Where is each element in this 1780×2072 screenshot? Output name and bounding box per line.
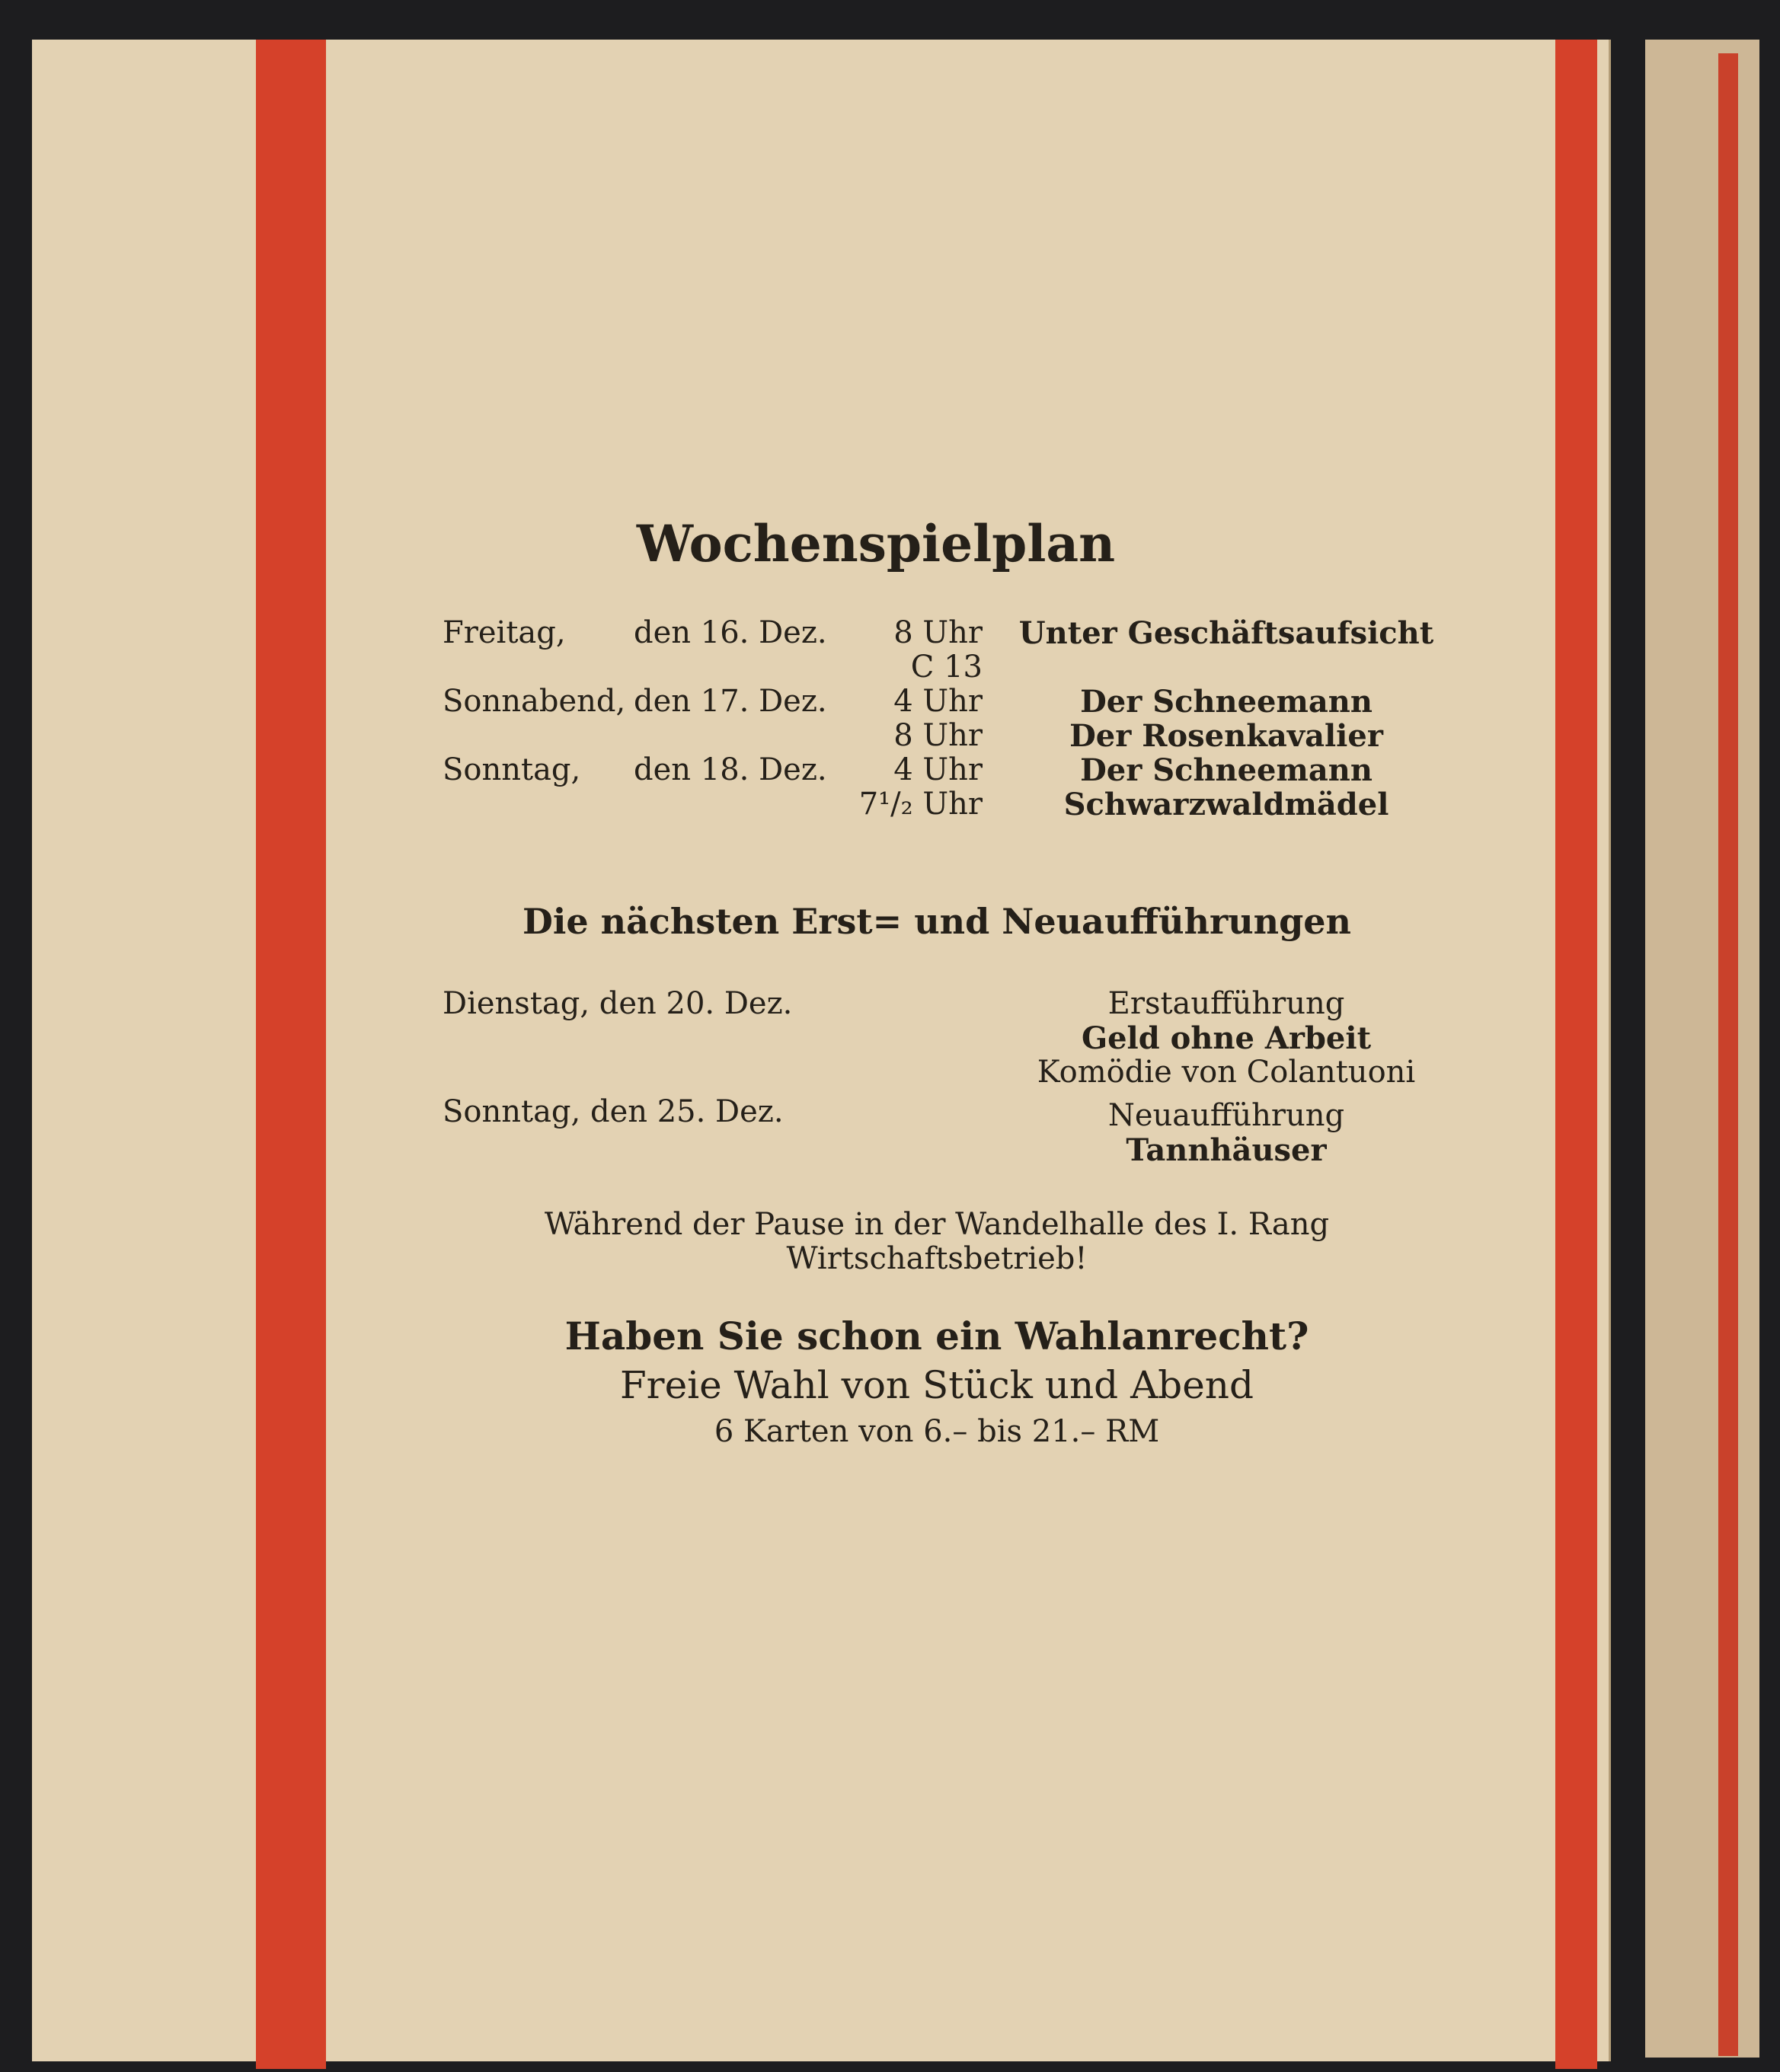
notice-line-2: Wirtschaftsbetrieb! [786,1241,1088,1276]
schedule-date: den 16. Dez. [634,615,827,650]
page-title: Wochenspielplan [636,514,1116,573]
schedule-play: Der Rosenkavalier [1069,718,1383,754]
schedule-time: 4 Uhr [893,684,983,719]
schedule-time: 7¹/₂ Uhr [858,787,983,822]
promo-prices: 6 Karten von 6.– bis 21.– RM [714,1414,1160,1449]
premieres-heading: Die nächsten Erst= und Neuaufführungen [522,901,1351,942]
premiere-date: Dienstag, den 20. Dez. [443,986,793,1021]
schedule-day: Freitag, [443,615,566,650]
notice-line-1: Während der Pause in der Wandelhalle des I. Rang [544,1207,1330,1242]
schedule-day: Sonntag, [443,752,581,787]
schedule-play: Unter Geschäftsaufsicht [1018,615,1434,651]
promo-headline: Haben Sie schon ein Wahlanrecht? [564,1314,1309,1358]
premiere-title: Tannhäuser [1126,1132,1327,1168]
schedule-date: den 17. Dez. [634,684,827,719]
premiere-title: Geld ohne Arbeit [1081,1020,1372,1056]
schedule-play: Schwarzwaldmädel [1063,787,1389,822]
schedule-time: 8 Uhr [893,718,983,753]
schedule-time: 4 Uhr [893,752,983,787]
promo-subline: Freie Wahl von Stück und Abend [619,1363,1254,1407]
premiere-type: Neuaufführung [1107,1098,1345,1133]
premiere-note: Komödie von Colantuoni [1037,1055,1416,1090]
premiere-type: Erstaufführung [1107,986,1345,1021]
schedule-play: Der Schneemann [1080,752,1373,788]
schedule-day: Sonnabend, [443,684,626,719]
schedule-play: Der Schneemann [1080,684,1373,720]
schedule-date: den 18. Dez. [634,752,827,787]
premiere-date: Sonntag, den 25. Dez. [443,1094,784,1129]
schedule-time: 8 Uhr [893,615,983,650]
schedule-time: C 13 [910,650,983,685]
